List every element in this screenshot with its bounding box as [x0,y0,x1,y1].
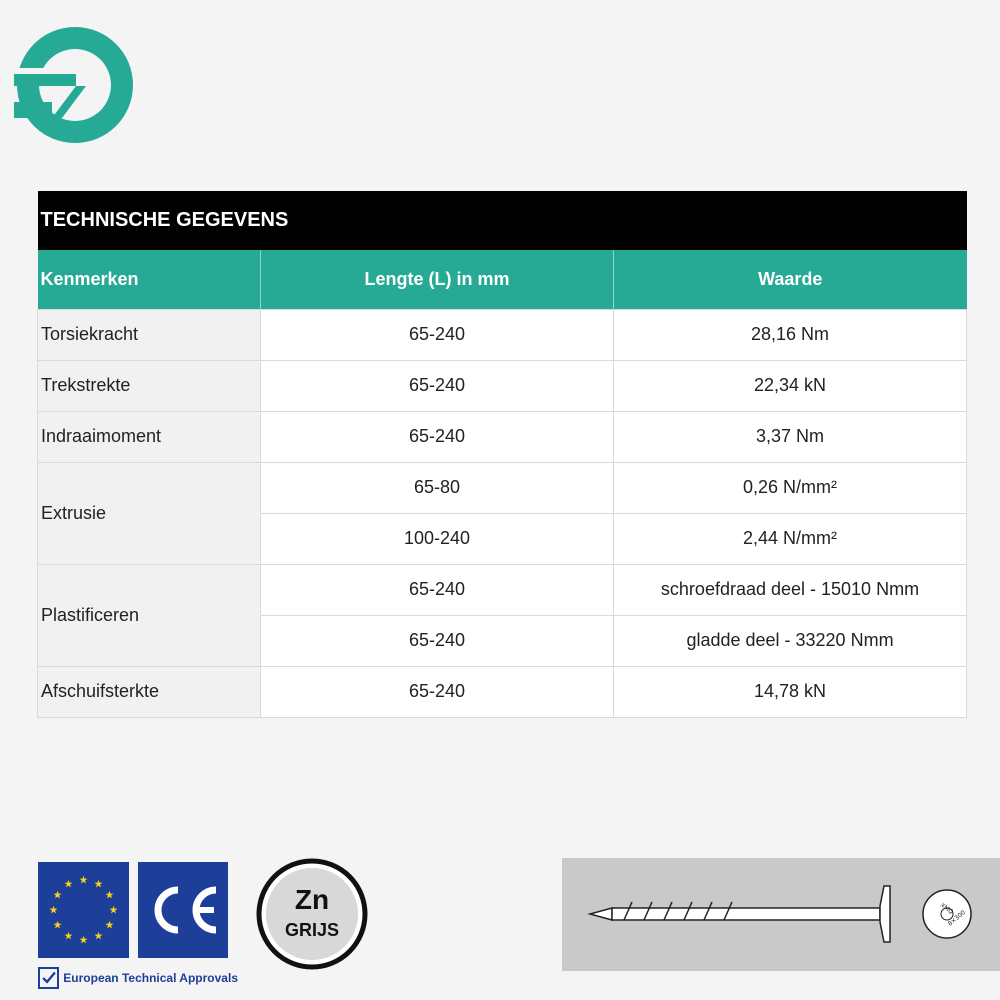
table-title-row [38,191,967,250]
table-row [38,564,967,615]
brand-logo-icon [14,24,136,146]
zn-grijs-badge [256,858,368,970]
product-image [562,858,1000,971]
length-cell: 65-240 [261,309,614,360]
length-cell: 65-240 [261,411,614,462]
table-row [38,462,967,513]
value-cell: 14,78 kN [614,666,967,717]
length-cell: 65-80 [261,462,614,513]
header-lengte: Lengte (L) in mm [261,250,614,309]
checkbox-icon [38,967,59,989]
table-row [38,411,967,462]
head-mark-2: 8×300 [946,909,967,928]
row-label: Plastificeren [38,564,261,666]
length-cell: 100-240 [261,513,614,564]
length-cell: 65-240 [261,360,614,411]
row-label: Trekstrekte [38,360,261,411]
value-cell: 2,44 N/mm² [614,513,967,564]
eta-text: European Technical Approvals [63,971,238,985]
table-row [38,360,967,411]
table-row [38,666,967,717]
header-waarde: Waarde [614,250,967,309]
head-mark-1: XMQ [938,901,955,916]
grijs-text: GRIJS [284,920,340,940]
header-kenmerken: Kenmerken [38,250,261,309]
row-label: Afschuifsterkte [38,666,261,717]
length-cell: 65-240 [261,666,614,717]
table-title: TECHNISCHE GEGEVENS [38,191,967,250]
technical-data-table [37,191,967,718]
zn-text: Zn [294,884,330,915]
row-label: Indraaimoment [38,411,261,462]
value-cell: 22,34 kN [614,360,967,411]
eu-flag-icon [38,862,129,958]
value-cell: 3,37 Nm [614,411,967,462]
row-label: Torsiekracht [38,309,261,360]
value-cell: 28,16 Nm [614,309,967,360]
value-cell: schroefdraad deel - 15010 Nmm [614,564,967,615]
row-label: Extrusie [38,462,261,564]
eta-label [38,966,238,990]
value-cell: 0,26 N/mm² [614,462,967,513]
screw-head-icon [923,890,971,938]
length-cell: 65-240 [261,564,614,615]
ce-mark-icon [138,862,228,958]
length-cell: 65-240 [261,615,614,666]
table-row [38,309,967,360]
value-cell: gladde deel - 33220 Nmm [614,615,967,666]
screw-icon [562,858,1000,971]
table-header-row [38,250,967,309]
